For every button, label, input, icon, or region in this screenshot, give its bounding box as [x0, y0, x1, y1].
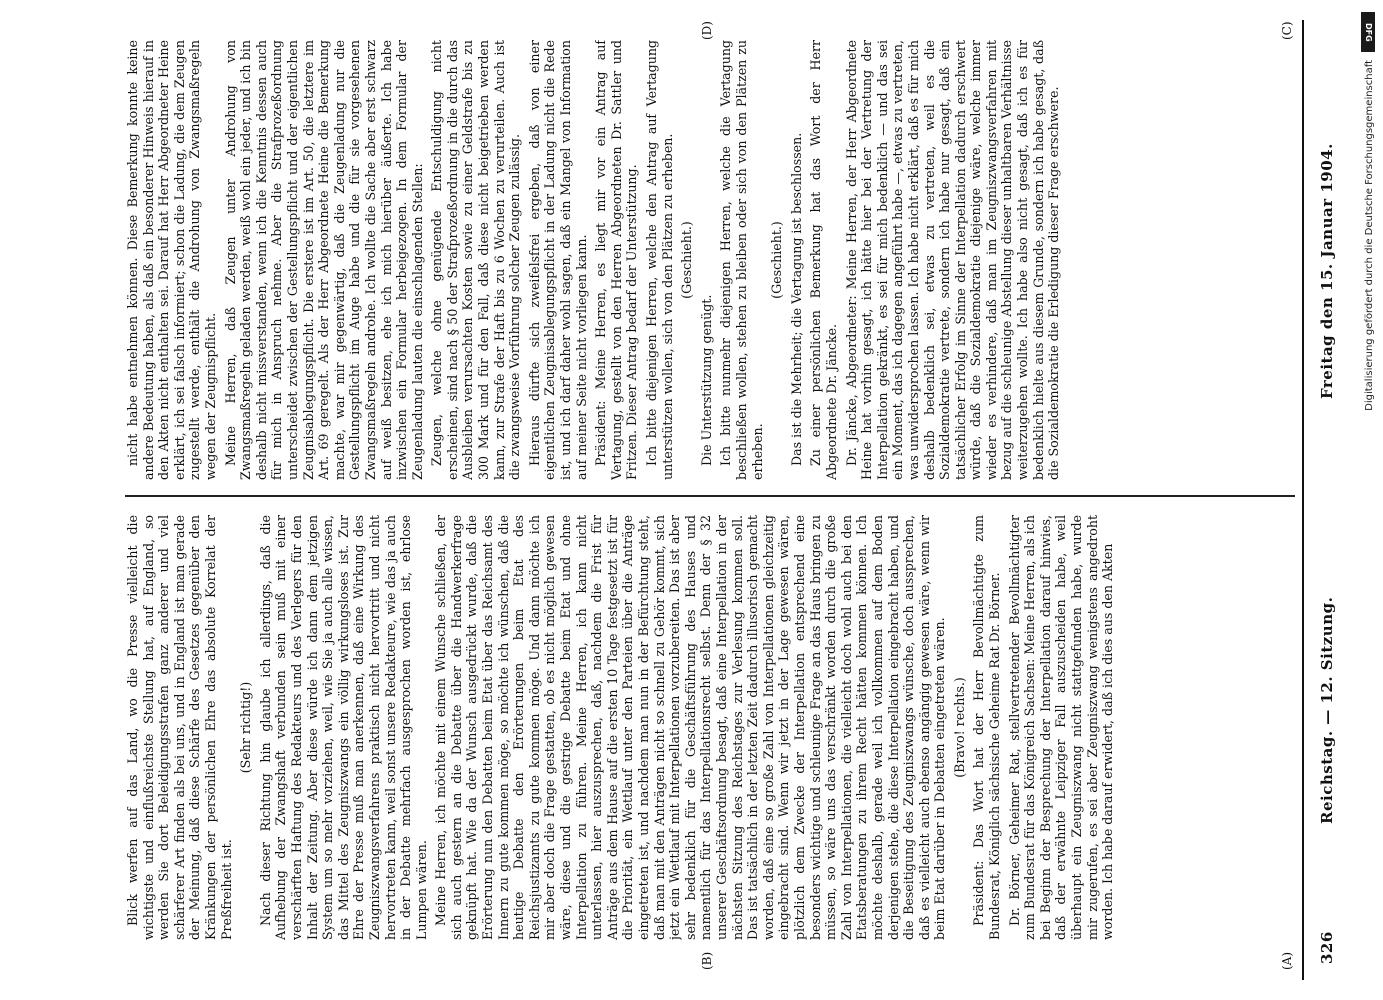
- paragraph: Ich bitte diejenigen Herren, welche den Antrag auf Vertagung unterstützen wollen, sich von den Plätzen zu erheben.: [644, 40, 675, 480]
- paragraph: Dr. Börner, Geheimer Rat, stellvertretender Bevollmächtigter zum Bundesrat für das Königreich Sachsen: Meine Herren, als ich bei Beginn der Besprechung der Interpellation darauf hinwies, daß der erwähnte Leipziger Fall auszuscheiden habe, weil überhaupt ein Zeugniszwang nicht stattgefunden habe, wurde mir zugerufen, es sei aber Zeugniszwang wenigstens angedroht worden. Ich habe darauf erwidert, daß ich dies aus den Akten: [1006, 515, 1116, 940]
- header-rule: [1302, 20, 1304, 980]
- page-header: [1318, 24, 1344, 964]
- left-column: [125, 515, 1295, 940]
- right-column: [125, 40, 1295, 480]
- margin-b: (B): [700, 951, 714, 970]
- paragraph: Präsident: Das Wort hat der Herr Bevollmächtigte zum Bundesrat, Königlich sächsische Geheime Rat Dr. Börner.: [971, 515, 1003, 940]
- paragraph: Zu einer persönlichen Bemerkung hat das Wort der Herr Abgeordnete Dr. Jäncke.: [808, 40, 839, 480]
- paragraph: Ich bitte nunmehr diejenigen Herren, welche die Vertagung beschließen wollen, stehen zu bleiben oder sich von den Plätzen zu erheben.: [718, 40, 765, 480]
- paragraph: Das ist die Mehrheit; die Vertagung ist beschlossen.: [788, 132, 804, 466]
- paragraph: Die Unterstützung genügt.: [698, 294, 714, 466]
- column-divider: [125, 495, 1295, 497]
- paragraph: (Bravo! rechts.): [951, 677, 967, 778]
- paragraph: Dr. Jäncke, Abgeordneter: Meine Herren, der Herr Abgeordnete Heine hat vorhin gesagt, ich hätte hier bei der Vertretung der Interpellation gekränkt, es sei für mich bedenklich — und das sei ein Moment, das ich dagegen angeführt habe —, etwas zu vertreten, was unwidersprochen lassen. Ich habe nicht erklärt, daß es für mich deshalb bedenklich sei, etwas zu vertreten, weil es die Sozialdemokratie vertrete, sondern ich habe nur gesagt, daß ein tatsächlicher Erfolg im Sinne der Interpellation dadurch erschwert würde, daß die Sozialdemokratie diejenige wäre, welche immer wieder es verhindere, daß man im Zeugniszwangsverfahren mit bezug auf die schleunige Abstellung dieser unhaltbaren Verhältnisse weiterzugehen wollte. Ich habe also nicht gesagt, daß ich es für bedenklich hielte aus diesem Grunde, sondern ich habe gesagt, daß die Sozialdemokratie die Erledigung dieser Frage erschwere.: [843, 40, 1062, 480]
- header-right: Freitag den 15. Januar 1904.: [1318, 143, 1336, 399]
- paragraph: (Geschieht.): [679, 221, 695, 299]
- paragraph: (Geschieht.): [769, 221, 785, 299]
- margin-d: (D): [700, 21, 714, 40]
- paragraph: Blick werfen auf das Land, wo die Presse vielleicht die wichtigste und einflußreichste Stellung hat, auf England, so werden Sie dort Beleidigungsstrafen ganz anderer und viel schärferer Art finden als bei uns, und in England ist man gerade der Meinung, daß diese Schärfe des Gesetzes gegenüber den Kränkungen der persönlichen Ehre das absolute Korrelat der Preßfreiheit ist.: [125, 515, 234, 940]
- header-left: Reichstag. — 12. Sitzung.: [1318, 596, 1336, 824]
- dfg-logo: DFG: [1361, 12, 1375, 52]
- margin-c: (C): [1280, 21, 1294, 40]
- paragraph: Zeugen, welche ohne genügende Entschuldigung nicht erscheinen, sind nach § 50 der Strafprozeßordnung in die durch das Ausbleiben verursachten Kosten sowie zu einer Geldstrafe bis zu 300 Mark und für den Fall, daß diese nicht beigetrieben werden kann, zur Strafe der Haft bis zu 6 Wochen zu verurteilen. Auch ist die zwangsweise Vorführung solcher Zeugen zulässig.: [429, 40, 523, 480]
- page-number: 326: [1318, 931, 1336, 964]
- paragraph: Hieraus dürfte sich zweifelsfrei ergeben, daß von einer eigentlichen Zeugnisablegungspflicht in der Ladung nicht die Rede ist, und ich darf daher wohl sagen, daß ein Mangel von Information auf meiner Seite nicht vorliegen kann.: [526, 40, 589, 480]
- digitization-note: Digitalisierung gefördert durch die Deutsche Forschungsgemeinschaft: [1364, 60, 1375, 411]
- paragraph: Meine Herren, ich möchte mit einem Wunsche schließen, der sich auch gestern an die Debatte über die Handwerkerfrage geknüpft hat. Wie da der Wunsch ausgedrückt wurde, daß die Erörterung nun den Debatten beim Etat über das Reichsamt des Innern zu gute kommen möge, so möchte ich wünschen, daß die heutige Debatte den Erörterungen beim Etat des Reichsjustizamts zu gute kommen möge. Und dann möchte ich mir aber doch die Frage gestatten, ob es nicht möglich gewesen wäre, diese und die gestrige Debatte beim Etat und ohne Interpellation zu führen. Meine Herren, ich kann nicht unterlassen, hier auszusprechen, daß, nachdem die Frist für Anträge aus dem Hause auf die ersten 10 Tage festgesetzt ist für die Priorität, ein Wettlauf unter den Parteien über die Anträge eingetreten ist, und nachdem man nun in der Befürchtung steht, daß man mit den Anträgen nicht so schnell zu Gehör kommt, sich jetzt ein Wettlauf mit Interpellationen vorzubereiten. Das ist aber sehr bedenklich für die Geschäftsführung des Hauses und namentlich für das Interpellationsrecht selbst. Denn der § 32 unserer Geschäftsordnung besagt, daß eine Interpellation in der nächsten Sitzung des Reichstages zur Verlesung kommen soll. Das ist tatsächlich in der letzten Zeit dadurch illusorisch gemacht worden, daß eine so große Zahl von Interpellationen gleichzeitig eingebracht sind. Wenn wir jetzt in der Lage gewesen wären, plötzlich dem Zwecke der Interpellation entsprechend eine besonders wichtige und schleunige Frage an das Haus bringen zu müssen, so wäre uns das verschränkt worden durch die große Zahl von Interpellationen, die vielleicht doch wohl auch bei den Etatsberatungen zu ihrem Recht hätten kommen können. Ich möchte deshalb, gerade weil ich vollkommen auf dem Boden derjenigen stehe, die diese Interpellation eingebracht haben, und die Beseitigung des Zeugniszwangs wünsche, doch aussprechen, daß es vielleicht auch ebenso angängig gewesen wäre, wenn wir beim Etat darüber in Debatten eingetreten wären.: [433, 515, 948, 940]
- margin-a: (A): [1280, 951, 1294, 970]
- paragraph: (Sehr richtig!): [238, 681, 254, 774]
- paragraph: Präsident: Meine Herren, es liegt mir vor ein Antrag auf Vertagung, gestellt von den Herren Abgeordneten Dr. Sattler und Fritzen. Dieser Antrag bedarf der Unterstützung.: [593, 40, 640, 480]
- paragraph: Nach dieser Richtung hin glaube ich allerdings, daß die Aufhebung der Zwangshaft verbunden sein muß mit einer verschärften Haftung des Redakteurs und des Verlegers für den Inhalt der Zeitung. Aber diese würde ich dann dem jetzigen System um so mehr vorziehen, weil, wie Sie ja auch alle wissen, das Mittel des Zeugniszwangs ein völlig wirkungsloses ist. Zur Ehre der Presse muß man anerkennen, daß eine Wirkung des Zeugniszwangsverfahrens praktisch nicht hervortritt und nicht hervortreten kann, weil sonst unsere Redakteure, wie das ja auch in der Debatte mehrfach ausgesprochen worden ist, ehrlose Lumpen wären.: [257, 515, 429, 940]
- paragraph: Meine Herren, daß Zeugen unter Androhung von Zwangsmaßregeln geladen werden, weiß wohl ein jeder, und ich bin deshalb nicht missverstanden, wenn ich die Kenntnis dessen auch für mich in Anspruch nehme. Aber die Strafprozeßordnung unterscheidet zwischen der Gestellungspflicht und der eigentlichen Zeugnisablegungspflicht. Die erstere ist im Art. 50, die letztere im Art. 69 geregelt. Als der Herr Abgeordnete Heine die Bemerkung machte, war mir gegenwärtig, daß die Zeugenladung nur die Gestellungspflicht im Auge habe und die für sie vorgesehenen Zwangsmaßregeln androhe. Ich wollte die Sache aber erst schwarz auf weiß besitzen, ehe ich mich hierüber äußerte. Ich habe inzwischen ein Formular herbeigezogen. In dem Formular der Zeugenladung lauten die einschlagenden Stellen:: [222, 40, 425, 480]
- paragraph: nicht habe entnehmen können. Diese Bemerkung konnte keine andere Bedeutung haben, als daß ein besonderer Hinweis hierauf in den Akten nicht enthalten sei. Darauf hat Herr Abgeordneter Heine erklärt, ich sei falsch informiert; schon die Ladung, die dem Zeugen zugestellt werde, enthält die Androhung von Zwangsmaßregeln wegen der Zeugnispflicht.: [125, 40, 218, 480]
